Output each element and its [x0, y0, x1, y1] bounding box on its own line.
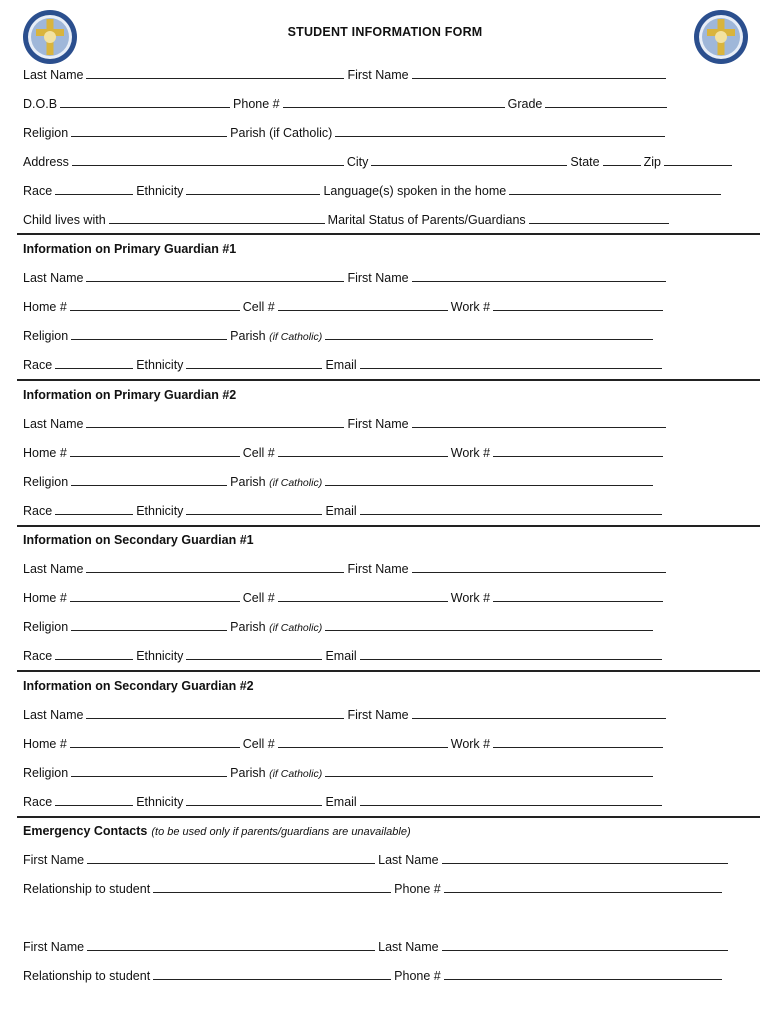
work-label: Work # [450, 300, 491, 314]
last-name-field[interactable] [86, 67, 344, 79]
work-phone-field[interactable] [493, 299, 663, 311]
dob-label: D.O.B [23, 97, 58, 111]
race-field[interactable] [55, 648, 133, 660]
pg1-phone-row [23, 299, 666, 315]
work-phone-field[interactable] [493, 590, 663, 602]
religion-label: Religion [23, 329, 69, 343]
pg1-race-row [23, 357, 665, 373]
address-field[interactable] [72, 154, 344, 166]
ethnicity-field[interactable] [186, 503, 322, 515]
sg1-race-row [23, 648, 665, 664]
parish-field[interactable] [335, 125, 665, 137]
ethnicity-label: Ethnicity [136, 358, 184, 372]
parish-label: Parish [230, 475, 266, 489]
cell-phone-field[interactable] [278, 299, 448, 311]
last-name-label: Last Name [378, 853, 439, 867]
sg1-religion-row [23, 619, 656, 636]
first-name-label: First Name [347, 562, 409, 576]
last-name-label: Last Name [23, 68, 84, 82]
first-name-label: First Name [347, 68, 409, 82]
first-name-field[interactable] [412, 707, 666, 719]
section-divider [17, 379, 760, 381]
zip-field[interactable] [664, 154, 732, 166]
cell-phone-field[interactable] [278, 590, 448, 602]
first-name-label: First Name [23, 853, 85, 867]
work-label: Work # [450, 737, 491, 751]
cell-label: Cell # [242, 737, 275, 751]
first-name-field[interactable] [412, 561, 666, 573]
first-name-label: First Name [23, 940, 85, 954]
state-field[interactable] [603, 154, 641, 166]
race-field[interactable] [55, 503, 133, 515]
grade-label: Grade [507, 97, 543, 111]
parish-label: Parish [230, 329, 266, 343]
section-divider [17, 525, 760, 527]
home-label: Home # [23, 737, 67, 751]
religion-field[interactable] [71, 125, 227, 137]
religion-label: Religion [23, 766, 69, 780]
city-field[interactable] [371, 154, 567, 166]
student-lives-row [23, 212, 672, 228]
religion-field[interactable] [71, 765, 227, 777]
pg2-race-row [23, 503, 665, 519]
languages-label: Language(s) spoken in the home [323, 184, 507, 198]
last-name-label: Last Name [378, 940, 439, 954]
first-name-field[interactable] [412, 67, 666, 79]
religion-field[interactable] [71, 619, 227, 631]
home-phone-field[interactable] [70, 299, 240, 311]
phone-label: Phone # [233, 97, 280, 111]
ethnicity-field[interactable] [186, 794, 322, 806]
section-divider [17, 816, 760, 818]
ethnicity-label: Ethnicity [136, 795, 184, 809]
cell-label: Cell # [242, 591, 275, 605]
parish-field[interactable] [325, 328, 653, 340]
last-name-field[interactable] [442, 939, 728, 951]
child-lives-with-label: Child lives with [23, 213, 106, 227]
ethnicity-field[interactable] [186, 357, 322, 369]
race-label: Race [23, 795, 53, 809]
student-dob-row [23, 96, 670, 112]
first-name-label: First Name [347, 271, 409, 285]
ec2-name-row [23, 939, 731, 955]
section-heading-primary-guardian-2: Information on Primary Guardian #2 [23, 388, 237, 402]
phone-field[interactable] [444, 881, 722, 893]
form-title: STUDENT INFORMATION FORM [287, 25, 483, 39]
email-label: Email [325, 504, 357, 518]
phone-label: Phone # [394, 969, 441, 983]
section-heading-primary-guardian-1: Information on Primary Guardian #1 [23, 242, 237, 256]
email-field[interactable] [360, 648, 662, 660]
section-divider [17, 670, 760, 672]
if-catholic-note: (if Catholic) [269, 477, 323, 489]
sg2-phone-row [23, 736, 666, 752]
cell-phone-field[interactable] [278, 445, 448, 457]
pg2-phone-row [23, 445, 666, 461]
parish-field[interactable] [325, 474, 653, 486]
home-phone-field[interactable] [70, 445, 240, 457]
race-label: Race [23, 504, 53, 518]
first-name-field[interactable] [412, 270, 666, 282]
sg2-race-row [23, 794, 665, 810]
parish-field[interactable] [325, 765, 653, 777]
work-phone-field[interactable] [493, 445, 663, 457]
last-name-field[interactable] [86, 707, 344, 719]
first-name-field[interactable] [412, 416, 666, 428]
last-name-field[interactable] [86, 416, 344, 428]
home-label: Home # [23, 591, 67, 605]
student-name-row [23, 67, 669, 83]
pg1-name-row [23, 270, 669, 286]
religion-field[interactable] [71, 328, 227, 340]
race-field[interactable] [55, 357, 133, 369]
pg1-religion-row [23, 328, 656, 345]
last-name-field[interactable] [86, 561, 344, 573]
work-label: Work # [450, 446, 491, 460]
cell-phone-field[interactable] [278, 736, 448, 748]
ethnicity-label: Ethnicity [136, 649, 184, 663]
first-name-label: First Name [347, 708, 409, 722]
ethnicity-label: Ethnicity [136, 184, 184, 198]
section-heading-emergency-contacts [23, 823, 411, 840]
email-field[interactable] [360, 794, 662, 806]
student-race-row [23, 183, 724, 199]
home-phone-field[interactable] [70, 590, 240, 602]
last-name-label: Last Name [23, 562, 84, 576]
first-name-label: First Name [347, 417, 409, 431]
section-divider [17, 233, 760, 235]
email-field[interactable] [360, 503, 662, 515]
relationship-field[interactable] [153, 968, 391, 980]
home-phone-field[interactable] [70, 736, 240, 748]
marital-status-label: Marital Status of Parents/Guardians [327, 213, 526, 227]
last-name-field[interactable] [442, 852, 728, 864]
race-field[interactable] [55, 794, 133, 806]
religion-label: Religion [23, 620, 69, 634]
race-label: Race [23, 649, 53, 663]
emergency-heading-text: Emergency Contacts [23, 824, 148, 838]
sg2-religion-row [23, 765, 656, 782]
parish-field[interactable] [325, 619, 653, 631]
first-name-field[interactable] [87, 852, 375, 864]
grade-field[interactable] [545, 96, 667, 108]
sg1-name-row [23, 561, 669, 577]
address-label: Address [23, 155, 69, 169]
zip-label: Zip [643, 155, 661, 169]
ec1-relationship-row [23, 881, 725, 897]
religion-field[interactable] [71, 474, 227, 486]
parish-label: Parish [230, 620, 266, 634]
email-label: Email [325, 649, 357, 663]
if-catholic-note: (if Catholic) [269, 768, 323, 780]
work-phone-field[interactable] [493, 736, 663, 748]
if-catholic-note: (if Catholic) [269, 331, 323, 343]
last-name-label: Last Name [23, 417, 84, 431]
work-label: Work # [450, 591, 491, 605]
cell-label: Cell # [242, 300, 275, 314]
relationship-field[interactable] [153, 881, 391, 893]
last-name-label: Last Name [23, 708, 84, 722]
city-label: City [346, 155, 369, 169]
home-label: Home # [23, 300, 67, 314]
email-label: Email [325, 795, 357, 809]
race-label: Race [23, 184, 53, 198]
ethnicity-field[interactable] [186, 648, 322, 660]
section-heading-secondary-guardian-2: Information on Secondary Guardian #2 [23, 679, 254, 693]
if-catholic-note: (if Catholic) [269, 622, 323, 634]
sg1-phone-row [23, 590, 666, 606]
race-label: Race [23, 358, 53, 372]
languages-field[interactable] [509, 183, 721, 195]
last-name-label: Last Name [23, 271, 84, 285]
religion-label: Religion [23, 475, 69, 489]
relationship-label: Relationship to student [23, 882, 151, 896]
section-heading-secondary-guardian-1: Information on Secondary Guardian #1 [23, 533, 254, 547]
child-lives-with-field[interactable] [109, 212, 325, 224]
sg2-name-row [23, 707, 669, 723]
last-name-field[interactable] [86, 270, 344, 282]
ec1-name-row [23, 852, 731, 868]
emergency-note: (to be used only if parents/guardians are unavailable) [151, 826, 411, 838]
parish-label: Parish [230, 766, 266, 780]
pg2-name-row [23, 416, 669, 432]
phone-label: Phone # [394, 882, 441, 896]
email-field[interactable] [360, 357, 662, 369]
relationship-label: Relationship to student [23, 969, 151, 983]
dob-field[interactable] [60, 96, 230, 108]
email-label: Email [325, 358, 357, 372]
state-label: State [570, 155, 600, 169]
pg2-religion-row [23, 474, 656, 491]
marital-status-field[interactable] [529, 212, 669, 224]
student-address-row [23, 154, 735, 170]
parish-label: Parish (if Catholic) [230, 126, 333, 140]
home-label: Home # [23, 446, 67, 460]
ethnicity-label: Ethnicity [136, 504, 184, 518]
ec2-relationship-row [23, 968, 725, 984]
phone-field[interactable] [444, 968, 722, 980]
race-field[interactable] [55, 183, 133, 195]
ethnicity-field[interactable] [186, 183, 320, 195]
cell-label: Cell # [242, 446, 275, 460]
first-name-field[interactable] [87, 939, 375, 951]
student-religion-row [23, 125, 668, 141]
religion-label: Religion [23, 126, 69, 140]
phone-field[interactable] [283, 96, 505, 108]
